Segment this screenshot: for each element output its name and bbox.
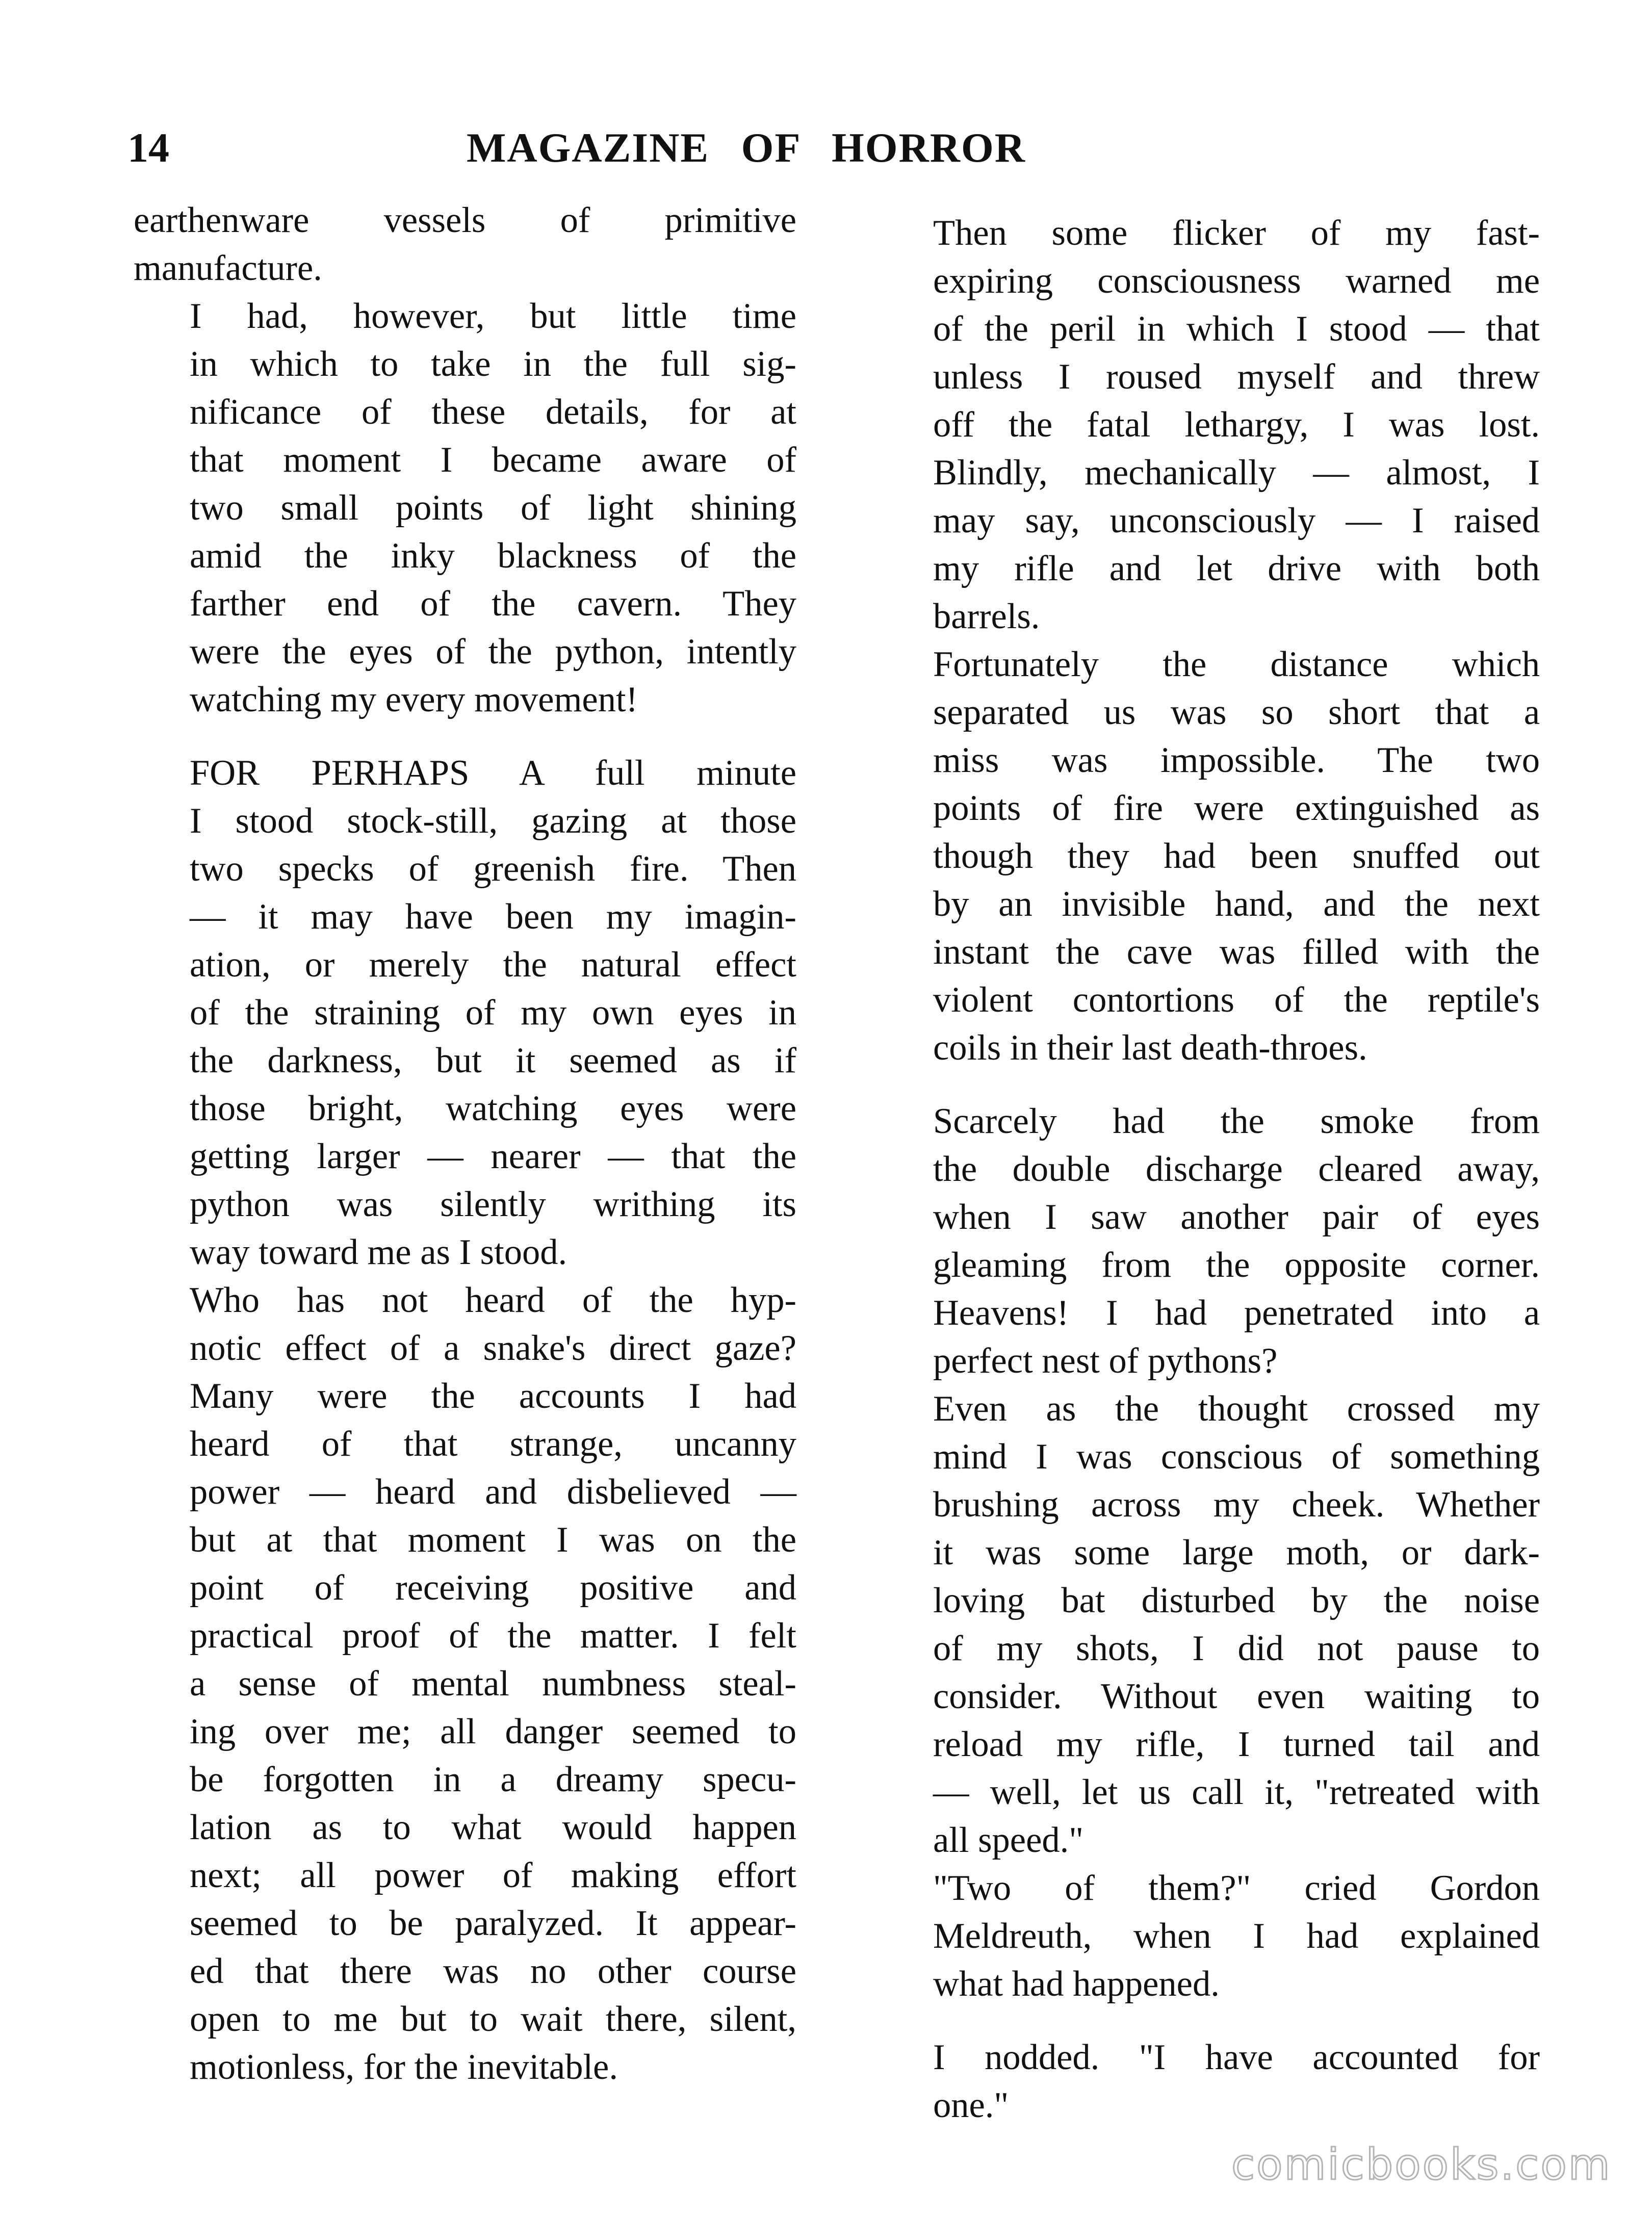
text-line: FOR PERHAPS A full minute	[190, 753, 796, 793]
text-line: perfect nest of pythons?	[933, 1341, 1278, 1381]
paragraph	[877, 2033, 1540, 2129]
text-line: — well, let us call it, "retreated with	[933, 1772, 1540, 1812]
text-line: Meldreuth, when I had explained	[933, 1916, 1540, 1956]
text-line: in which to take in the full sig-	[190, 344, 796, 384]
text-line: "Two of them?" cried Gordon	[933, 1868, 1540, 1908]
watermark: comicbooks.com	[1231, 2139, 1612, 2189]
text-line: my rifle and let drive with both	[933, 549, 1540, 588]
text-line: seemed to be paralyzed. It appear-	[190, 1903, 796, 1943]
right-text-column	[877, 209, 1540, 2129]
text-line: way toward me as I stood.	[190, 1232, 567, 1272]
text-line: that moment I became aware of	[190, 440, 796, 480]
text-line: I stood stock-still, gazing at those	[190, 801, 796, 841]
text-line: may say, unconsciously — I raised	[933, 501, 1540, 540]
text-line: be forgotten in a dreamy specu-	[190, 1760, 796, 1799]
text-line: were the eyes of the python, intently	[190, 632, 796, 672]
text-line: python was silently writhing its	[190, 1184, 796, 1224]
text-line: of the straining of my own eyes in	[190, 993, 796, 1033]
text-line: separated us was so short that a	[933, 692, 1540, 732]
text-line: nificance of these details, for at	[190, 392, 796, 432]
text-line: the darkness, but it seemed as if	[190, 1041, 796, 1080]
text-line: the double discharge cleared away,	[933, 1149, 1540, 1189]
text-line: notic effect of a snake's direct gaze?	[190, 1328, 796, 1368]
paragraph	[134, 749, 796, 1276]
page-number: 14	[127, 124, 169, 171]
text-line: instant the cave was filled with the	[933, 932, 1540, 972]
paragraph	[877, 209, 1540, 640]
text-line: two small points of light shining	[190, 488, 796, 528]
text-line: I nodded. "I have accounted for	[933, 2038, 1540, 2077]
text-line: Scarcely had the smoke from	[933, 1101, 1540, 1141]
text-line: off the fatal lethargy, I was lost.	[933, 405, 1540, 445]
paragraph	[134, 1276, 796, 2091]
text-line: Fortunately the distance which	[933, 644, 1540, 684]
text-line: brushing across my cheek. Whether	[933, 1485, 1540, 1525]
text-line: Then some flicker of my fast-	[933, 213, 1540, 253]
text-line: of my shots, I did not pause to	[933, 1629, 1540, 1668]
paragraph	[134, 292, 796, 724]
paragraph	[134, 196, 796, 292]
text-line: barrels.	[933, 597, 1040, 636]
text-line: gleaming from the opposite corner.	[933, 1245, 1540, 1285]
text-line: violent contortions of the reptile's	[933, 980, 1540, 1020]
text-line: expiring consciousness warned me	[933, 261, 1540, 301]
text-line: practical proof of the matter. I felt	[190, 1616, 796, 1656]
text-line: two specks of greenish fire. Then	[190, 849, 796, 889]
text-line: next; all power of making effort	[190, 1855, 796, 1895]
text-line: ing over me; all danger seemed to	[190, 1712, 796, 1751]
text-line: coils in their last death-throes.	[933, 1028, 1367, 1068]
text-line: I had, however, but little time	[190, 296, 796, 336]
text-line: of the peril in which I stood — that	[933, 309, 1540, 349]
text-line: farther end of the cavern. They	[190, 584, 796, 624]
paragraph	[877, 1385, 1540, 1864]
text-line: those bright, watching eyes were	[190, 1089, 796, 1128]
text-line: reload my rifle, I turned tail and	[933, 1724, 1540, 1764]
text-line: a sense of mental numbness steal-	[190, 1664, 796, 1704]
text-line: all speed."	[933, 1820, 1084, 1860]
text-line: Blindly, mechanically — almost, I	[933, 453, 1540, 493]
paragraph	[877, 1864, 1540, 2008]
text-line: — it may have been my imagin-	[190, 897, 796, 937]
text-line: power — heard and disbelieved —	[190, 1472, 796, 1512]
text-line: when I saw another pair of eyes	[933, 1197, 1540, 1237]
text-line: unless I roused myself and threw	[933, 357, 1540, 397]
text-line: earthenware vessels of primitive	[134, 200, 796, 240]
text-line: though they had been snuffed out	[933, 836, 1540, 876]
text-line: motionless, for the inevitable.	[190, 2047, 618, 2087]
text-line: ed that there was no other course	[190, 1951, 796, 1991]
text-line: getting larger — nearer — that the	[190, 1137, 796, 1176]
text-line: amid the inky blackness of the	[190, 536, 796, 576]
paragraph	[877, 640, 1540, 1072]
text-line: by an invisible hand, and the next	[933, 884, 1540, 924]
paragraph	[877, 1097, 1540, 1385]
text-line: Even as the thought crossed my	[933, 1389, 1540, 1429]
text-line: points of fire were extinguished as	[933, 788, 1540, 828]
text-line: lation as to what would happen	[190, 1808, 796, 1847]
text-line: loving bat disturbed by the noise	[933, 1581, 1540, 1620]
text-line: one."	[933, 2085, 1009, 2125]
text-line: but at that moment I was on the	[190, 1520, 796, 1560]
text-line: miss was impossible. The two	[933, 740, 1540, 780]
left-text-column	[134, 196, 796, 2091]
text-line: point of receiving positive and	[190, 1568, 796, 1608]
text-line: heard of that strange, uncanny	[190, 1424, 796, 1464]
running-header	[127, 122, 1535, 178]
text-line: what had happened.	[933, 1964, 1220, 2004]
text-line: manufacture.	[134, 248, 322, 288]
text-line: Heavens! I had penetrated into a	[933, 1293, 1540, 1333]
text-line: open to me but to wait there, silent,	[190, 1999, 796, 2039]
text-line: consider. Without even waiting to	[933, 1677, 1540, 1716]
text-line: it was some large moth, or dark-	[933, 1533, 1540, 1572]
text-line: Who has not heard of the hyp-	[190, 1280, 796, 1320]
text-line: Many were the accounts I had	[190, 1376, 796, 1416]
running-title: MAGAZINE OF HORROR	[467, 124, 1026, 171]
text-line: mind I was conscious of something	[933, 1437, 1540, 1477]
text-line: ation, or merely the natural effect	[190, 945, 796, 985]
text-line: watching my every movement!	[190, 680, 638, 719]
